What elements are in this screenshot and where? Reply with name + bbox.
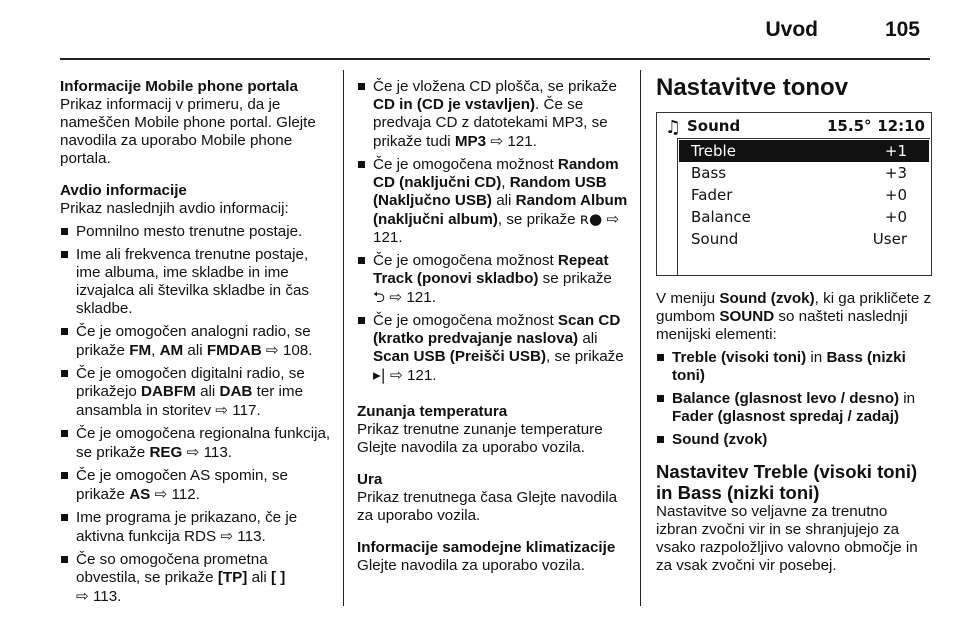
- screen-menu-label: Sound: [687, 117, 741, 135]
- list-item: Če je omogočen digitalni radio, se prikažejo DABFM ali DAB ter ime ansambla in storitev ⇨ 117.: [60, 365, 332, 420]
- screen-temperature: 15.5°: [827, 117, 872, 135]
- list-item: Ime ali frekvenca trenutne postaje, ime albuma, ime skladbe in ime izvajalca ali številka skladbe in čas skladbe.: [60, 246, 332, 318]
- page-reference-icon: ⇨: [220, 527, 234, 545]
- section-audio-info: [60, 182, 332, 606]
- page-reference-icon: ⇨: [265, 341, 279, 359]
- section-mobile-phone: [60, 78, 332, 168]
- chapter-title: Uvod: [765, 18, 818, 41]
- menu-item-sound[interactable]: Sound User: [691, 230, 907, 248]
- section-outside-temp: [357, 403, 629, 457]
- column-left: [60, 78, 332, 620]
- screen-time: 12:10: [877, 117, 925, 135]
- column-right: [656, 74, 932, 575]
- menu-item-bass[interactable]: Bass +3: [691, 164, 907, 182]
- list-item: Pomnilno mesto trenutne postaje.: [60, 223, 332, 241]
- subsection-title: Nastavitev Treble (visoki toni) in Bass (nizki toni): [656, 461, 918, 503]
- page-reference-icon: ⇨: [186, 443, 200, 461]
- menu-item-balance[interactable]: Balance +0: [691, 208, 907, 226]
- section-body: Prikaz informacij v primeru, da je nameščen Mobile phone portal. Glejte navodila za uporabo Mobile phone portala.: [60, 96, 316, 167]
- list-item: Sound (zvok): [656, 431, 932, 449]
- section-heading: Avdio informacije: [60, 182, 187, 199]
- section-heading: Informacije samodejne klimatizacije: [357, 539, 616, 556]
- column-divider: [343, 70, 344, 606]
- list-item: Balance (glasnost levo / desno) in Fader (glasnost spredaj / zadaj): [656, 390, 932, 426]
- section-clock: [357, 471, 629, 525]
- section-body: Prikaz naslednjih avdio informacij:: [60, 200, 289, 217]
- list-item: Če je vložena CD plošča, se prikaže CD in (CD je vstavljen). Če se predvaja CD z datotekami MP3, se prikaže tudi MP3 ⇨ 121.: [357, 78, 629, 151]
- column-middle: [357, 78, 629, 589]
- section-climate: [357, 539, 629, 575]
- music-note-icon: ♫: [665, 117, 682, 138]
- list-item: Treble (visoki toni) in Bass (nizki toni): [656, 349, 932, 385]
- column-divider: [640, 70, 641, 606]
- list-item: Če je omogočena možnost Repeat Track (ponovi skladbo) se prikaže ⮌ ⇨ 121.: [357, 252, 629, 307]
- random-icon: ʀ●: [579, 210, 603, 228]
- scan-icon: ▸|: [373, 366, 386, 384]
- intro-paragraph: V meniju Sound (zvok), ki ga prikličete z gumbom SOUND so našteti naslednji menijski elementi:: [656, 290, 932, 343]
- page-reference-icon: ⇨: [389, 366, 403, 384]
- section-heading: Zunanja temperatura: [357, 403, 508, 420]
- section-title: Nastavitve tonov: [656, 74, 849, 101]
- page-reference-icon: ⇨: [490, 132, 504, 150]
- screen-status-bar: [657, 115, 929, 137]
- subsection-body: Nastavitve so veljavne za trenutno izbran zvočni vir in se shranjujejo za vsako razpoložljivo valovno območje in za vsak zvočni vir posebej.: [656, 503, 918, 574]
- list-item: Če je omogočen AS spomin, se prikaže AS ⇨ 112.: [60, 467, 332, 504]
- menu-item-treble[interactable]: Treble +1: [679, 140, 929, 162]
- page-reference-icon: ⇨: [154, 485, 168, 503]
- section-heading: Informacije Mobile phone portala: [60, 78, 298, 95]
- menu-item-fader[interactable]: Fader +0: [691, 186, 907, 204]
- repeat-icon: ⮌: [373, 288, 386, 306]
- section-body: Glejte navodila za uporabo vozila.: [357, 557, 585, 574]
- list-item: Če so omogočena prometna obvestila, se prikaže [TP] ali [ ] ⇨ 113.: [60, 551, 332, 606]
- section-body: Prikaz trenutnega časa Glejte navodila za uporabo vozila.: [357, 489, 618, 524]
- sound-menu-screen: [656, 112, 932, 276]
- page-reference-icon: ⇨: [76, 587, 89, 605]
- list-item: Če je omogočena možnost Random CD (naključni CD), Random USB (Naključno USB) ali Random Album (naključni album), se prikaže ʀ● ⇨ 121.: [357, 156, 629, 247]
- section-body: Prikaz trenutne zunanje temperature Glejte navodila za uporabo vozila.: [357, 421, 603, 456]
- page-header: [60, 0, 930, 60]
- page-number: 105: [884, 18, 920, 41]
- list-item: Ime programa je prikazano, če je aktivna funkcija RDS ⇨ 113.: [60, 509, 332, 546]
- page-reference-icon: ⇨: [389, 288, 403, 306]
- list-item: Če je omogočena možnost Scan CD (kratko predvajanje naslova) ali Scan USB (Preišči USB), se prikaže ▸| ⇨ 121.: [357, 312, 629, 385]
- list-item: Če je omogočen analogni radio, se prikaže FM, AM ali FMDAB ⇨ 108.: [60, 323, 332, 360]
- list-item: Če je omogočena regionalna funkcija, se prikaže REG ⇨ 113.: [60, 425, 332, 462]
- page-reference-icon: ⇨: [606, 210, 620, 228]
- page-reference-icon: ⇨: [215, 401, 229, 419]
- section-heading: Ura: [357, 471, 383, 488]
